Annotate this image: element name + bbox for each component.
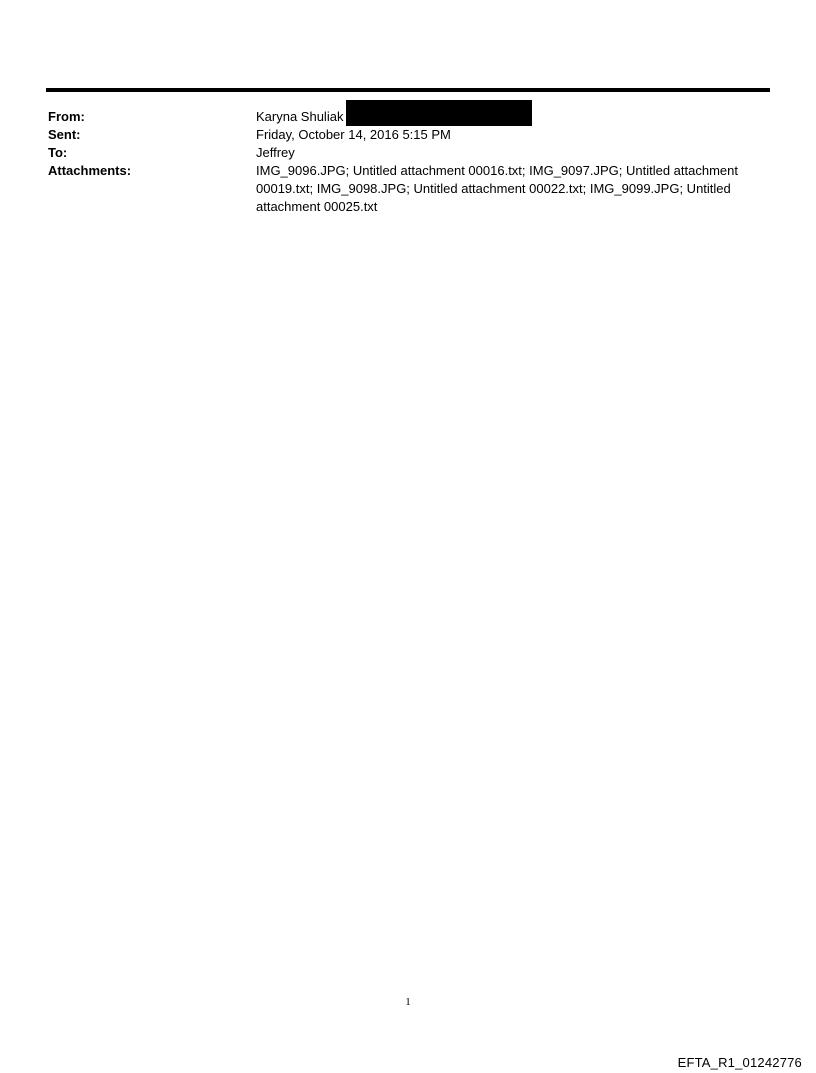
attachments-value: IMG_9096.JPG; Untitled attachment 00016.txt; IMG_9097.JPG; Untitled attachment 00019.txt; IMG_9098.JPG; Untitled attachment 00022.txt; IMG_9099.JPG; Untitled attachment 00025.txt bbox=[256, 163, 738, 214]
attachments-label: Attachments: bbox=[48, 163, 132, 178]
from-value bbox=[256, 108, 746, 126]
sender-name: Karyna Shuliak bbox=[256, 109, 344, 124]
to-label: To: bbox=[48, 145, 68, 160]
to-value: Jeffrey bbox=[256, 145, 295, 160]
from-row bbox=[48, 108, 768, 126]
sent-label: Sent: bbox=[48, 127, 81, 142]
header-rule bbox=[46, 88, 770, 92]
document-id: EFTA_R1_01242776 bbox=[677, 1055, 802, 1070]
sent-row bbox=[48, 126, 768, 144]
email-header bbox=[48, 108, 768, 216]
page-number: 1 bbox=[405, 996, 411, 1008]
from-label: From: bbox=[48, 109, 85, 124]
to-row bbox=[48, 144, 768, 162]
sent-value: Friday, October 14, 2016 5:15 PM bbox=[256, 127, 451, 142]
attachments-row bbox=[48, 162, 768, 216]
redaction-box bbox=[346, 100, 532, 126]
